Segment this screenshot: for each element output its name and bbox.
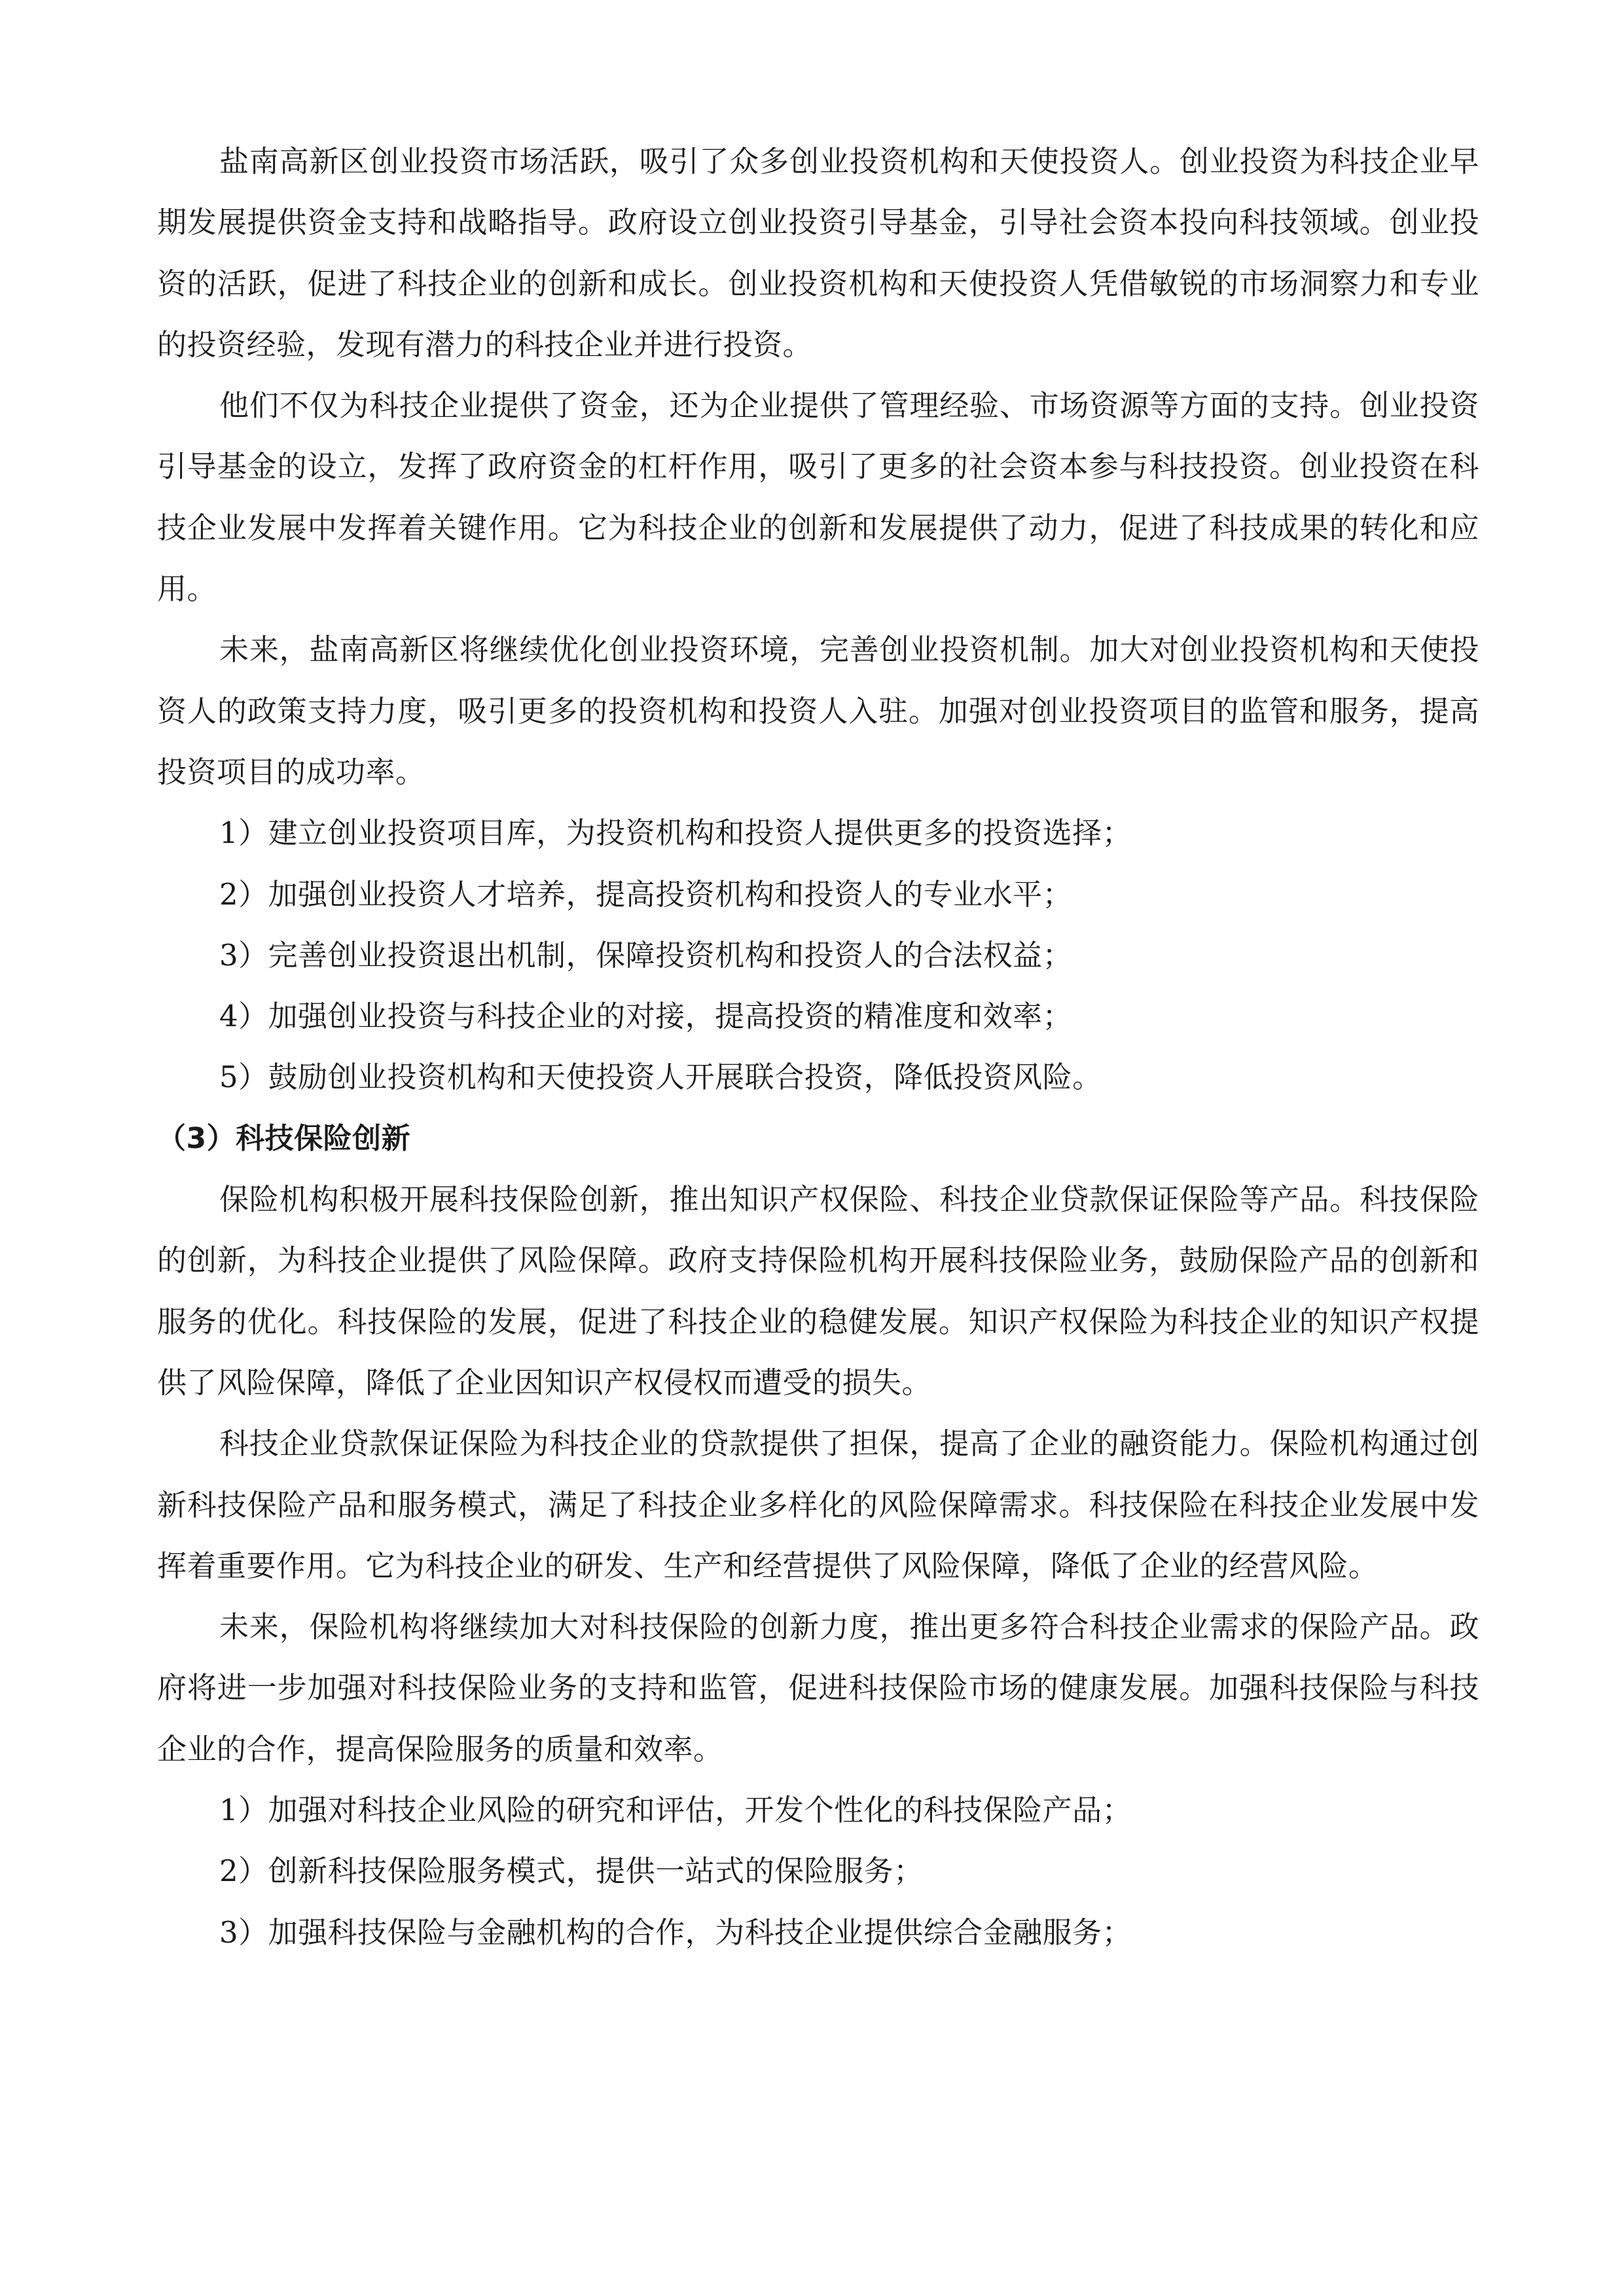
section-heading-tech-insurance: （3）科技保险创新	[157, 1121, 411, 1155]
list-item-vc-2: 2）加强创业投资人才培养，提高投资机构和投资人的专业水平；	[219, 876, 1073, 912]
paragraph-insurance-future: 未来，保险机构将继续加大对科技保险的创新力度，推出更多符合科技企业需求的保险产品。政府将进一步加强对科技保险业务的支持和监管，促进科技保险市场的健康发展。加强科技保险与科技企业的合作，提高保险服务的质量和效率。	[157, 1609, 1479, 1767]
document-body	[157, 131, 1479, 1963]
paragraph-vc-future: 未来，盐南高新区将继续优化创业投资环境，完善创业投资机制。加大对创业投资机构和天使投资人的政策支持力度，吸引更多的投资机构和投资人入驻。加强对创业投资项目的监管和服务，提高投资项目的成功率。	[157, 632, 1479, 789]
list-item-ins-1: 1）加强对科技企业风险的研究和评估，开发个性化的科技保险产品；	[219, 1793, 1132, 1828]
paragraph-vc-support: 他们不仅为科技企业提供了资金，还为企业提供了管理经验、市场资源等方面的支持。创业投资引导基金的设立，发挥了政府资金的杠杆作用，吸引了更多的社会资本参与科技投资。创业投资在科技企业发展中发挥着关键作用。它为科技企业的创新和发展提供了动力，促进了科技成果的转化和应用。	[157, 388, 1479, 607]
list-item-vc-1: 1）建立创业投资项目库，为投资机构和投资人提供更多的投资选择；	[219, 816, 1132, 851]
list-item-vc-3: 3）完善创业投资退出机制，保障投资机构和投资人的合法权益；	[219, 937, 1073, 973]
paragraph-vc-market: 盐南高新区创业投资市场活跃，吸引了众多创业投资机构和天使投资人。创业投资为科技企业早期发展提供资金支持和战略指导。政府设立创业投资引导基金，引导社会资本投向科技领域。创业投资的活跃，促进了科技企业的创新和成长。创业投资机构和天使投资人凭借敏锐的市场洞察力和专业的投资经验，发现有潜力的科技企业并进行投资。	[157, 144, 1479, 362]
list-item-ins-2: 2）创新科技保险服务模式，提供一站式的保险服务；	[219, 1854, 924, 1889]
list-item-vc-5: 5）鼓励创业投资机构和天使投资人开展联合投资，降低投资风险。	[219, 1060, 1102, 1095]
paragraph-loan-guarantee: 科技企业贷款保证保险为科技企业的贷款提供了担保，提高了企业的融资能力。保险机构通过创新科技保险产品和服务模式，满足了科技企业多样化的风险保障需求。科技保险在科技企业发展中发挥着重要作用。它为科技企业的研发、生产和经营提供了风险保障，降低了企业的经营风险。	[157, 1426, 1479, 1583]
paragraph-insurance-innovation: 保险机构积极开展科技保险创新，推出知识产权保险、科技企业贷款保证保险等产品。科技保险的创新，为科技企业提供了风险保障。政府支持保险机构开展科技保险业务，鼓励保险产品的创新和服务的优化。科技保险的发展，促进了科技企业的稳健发展。知识产权保险为科技企业的知识产权提供了风险保障，降低了企业因知识产权侵权而遭受的损失。	[157, 1182, 1479, 1400]
list-item-ins-3: 3）加强科技保险与金融机构的合作，为科技企业提供综合金融服务；	[219, 1914, 1132, 1950]
list-item-vc-4: 4）加强创业投资与科技企业的对接，提高投资的精准度和效率；	[219, 999, 1073, 1034]
